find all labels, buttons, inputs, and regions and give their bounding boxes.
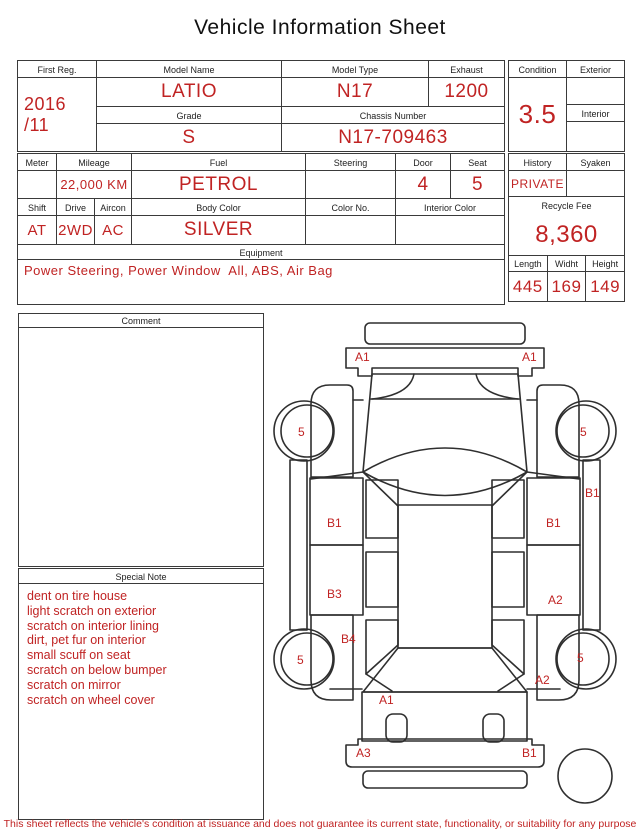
damage-code-label: B4 — [341, 632, 356, 646]
left-rocker — [290, 460, 307, 630]
front-panel — [346, 348, 544, 376]
interior-color-value — [396, 216, 504, 244]
body-color-label: Body Color — [132, 199, 305, 215]
front-right-fender — [537, 385, 579, 477]
rear-right-fender — [537, 615, 579, 700]
aircon-value: AC — [95, 216, 131, 244]
width-label: Widht — [548, 256, 586, 271]
right-tail-lamp — [483, 714, 504, 742]
windshield — [363, 448, 527, 496]
chassis-number-value: N17-709463 — [282, 124, 504, 151]
exhaust-value: 1200 — [429, 78, 504, 106]
door-value: 4 — [396, 171, 450, 198]
chassis-number-label: Chassis Number — [282, 107, 504, 123]
rear-right-wheel — [556, 629, 616, 689]
recycle-fee-value: 8,360 — [509, 214, 624, 255]
model-name-label: Model Name — [97, 61, 281, 77]
damage-code-label: B3 — [327, 587, 342, 601]
width-value: 169 — [548, 272, 586, 301]
damage-code-label: B1 — [327, 516, 342, 530]
body-color-value: SILVER — [132, 216, 305, 244]
height-value: 149 — [586, 272, 624, 301]
meter-value — [18, 171, 56, 198]
condition-table — [508, 60, 625, 152]
first-reg-year: 2016 — [24, 93, 67, 114]
special-note-item: scratch on interior lining — [27, 618, 160, 633]
car-outline — [274, 323, 616, 803]
special-note-item: light scratch on exterior — [27, 603, 157, 618]
special-note-item: scratch on wheel cover — [27, 692, 155, 707]
rear-right-glass — [492, 552, 524, 607]
color-no-value — [306, 216, 395, 244]
model-type-label: Model Type — [282, 61, 428, 77]
rear-connectors — [330, 674, 560, 691]
height-label: Height — [586, 256, 624, 271]
aircon-label: Aircon — [95, 199, 131, 215]
first-reg-month: /11 — [24, 114, 50, 135]
exhaust-label: Exhaust — [429, 61, 504, 77]
special-note-item: dirt, pet fur on interior — [27, 633, 146, 648]
drive-value: 2WD — [57, 216, 94, 244]
damage-code-label: B1 — [546, 516, 561, 530]
grade-value: S — [97, 124, 281, 151]
meter-label: Meter — [18, 154, 56, 170]
damage-code-label: A2 — [535, 673, 550, 687]
first-reg-value — [18, 78, 96, 151]
rear-left-door — [310, 545, 363, 615]
right-quarter-glass — [492, 620, 524, 674]
length-label: Length — [509, 256, 547, 271]
left-tail-lamp — [386, 714, 407, 742]
rear-lower-strip — [363, 771, 527, 788]
special-note-list — [19, 584, 263, 712]
comment-box — [18, 313, 264, 567]
damage-code-label: B1 — [585, 486, 600, 500]
damage-code-label: A3 — [356, 746, 371, 760]
first-reg-label: First Reg. — [18, 61, 96, 77]
syaken-value — [567, 171, 624, 196]
model-type-value: N17 — [282, 78, 428, 106]
equipment-value: Power Steering, Power Window All, ABS, Air Bag — [18, 260, 504, 304]
front-left-glass — [366, 480, 398, 538]
headlight-arcs — [372, 374, 518, 399]
history-fee-table — [508, 153, 625, 302]
history-label: History — [509, 154, 566, 170]
interior-value — [567, 122, 624, 151]
front-left-door — [310, 478, 363, 545]
shift-value: AT — [18, 216, 56, 244]
special-note-label: Special Note — [115, 571, 167, 582]
special-note-item: scratch on mirror — [27, 677, 121, 692]
identification-table — [17, 60, 505, 152]
car-damage-diagram — [268, 310, 640, 812]
rear-left-wheel — [274, 629, 334, 689]
special-note-box — [18, 568, 264, 820]
damage-code-label: A1 — [522, 350, 537, 364]
front-bumper — [365, 323, 525, 344]
special-note-item: scratch on below bumper — [27, 662, 167, 677]
mileage-value: 22,000 KM — [57, 171, 131, 198]
history-value: PRIVATE — [509, 171, 566, 196]
interior-color-label: Interior Color — [396, 199, 504, 215]
special-note-item: small scuff on seat — [27, 648, 131, 663]
drive-label: Drive — [57, 199, 94, 215]
damage-code-label: B1 — [522, 746, 537, 760]
model-name-value: LATIO — [97, 78, 281, 106]
hood — [363, 374, 527, 472]
damage-code-label: 5 — [298, 425, 305, 439]
condition-label: Condition — [509, 61, 566, 77]
left-quarter-glass — [366, 620, 398, 674]
comment-value — [19, 328, 263, 338]
mileage-label: Mileage — [57, 154, 131, 170]
damage-code-label: A2 — [548, 593, 563, 607]
equipment-label: Equipment — [18, 245, 504, 259]
grade-label: Grade — [97, 107, 281, 123]
interior-label: Interior — [567, 105, 624, 121]
door-label: Door — [396, 154, 450, 170]
steering-label: Steering — [306, 154, 395, 170]
damage-code-label: 5 — [577, 651, 584, 665]
comment-label: Comment — [121, 316, 161, 326]
damage-code-label: A1 — [379, 693, 394, 707]
spare-tire — [558, 749, 612, 803]
fuel-label: Fuel — [132, 154, 305, 170]
damage-code-label: 5 — [580, 425, 587, 439]
rear-left-glass — [366, 552, 398, 607]
front-left-fender — [311, 385, 353, 477]
disclaimer-text: This sheet reflects the vehicle's condition at issuance and does not guarantee its current state, functionality, or suitability for any purpose — [3, 818, 637, 830]
seat-value: 5 — [451, 171, 504, 198]
length-value: 445 — [509, 272, 547, 301]
front-right-door — [527, 478, 580, 545]
steering-value — [306, 171, 395, 198]
rear-bumper — [346, 739, 544, 767]
front-right-glass — [492, 480, 524, 538]
seat-label: Seat — [451, 154, 504, 170]
exterior-value — [567, 78, 624, 104]
spec-table — [17, 153, 505, 305]
page-title: Vehicle Information Sheet — [194, 16, 446, 39]
damage-labels — [297, 350, 600, 760]
color-no-label: Color No. — [306, 199, 395, 215]
exterior-label: Exterior — [567, 61, 624, 77]
condition-value: 3.5 — [509, 78, 566, 151]
shift-label: Shift — [18, 199, 56, 215]
special-note-item: dent on tire house — [27, 589, 128, 603]
recycle-fee-label: Recycle Fee — [509, 197, 624, 214]
fuel-value: PETROL — [132, 171, 305, 198]
roof — [398, 505, 492, 648]
rear-left-fender — [311, 615, 353, 700]
damage-code-label: 5 — [297, 653, 304, 667]
damage-code-label: A1 — [355, 350, 370, 364]
syaken-label: Syaken — [567, 154, 624, 170]
